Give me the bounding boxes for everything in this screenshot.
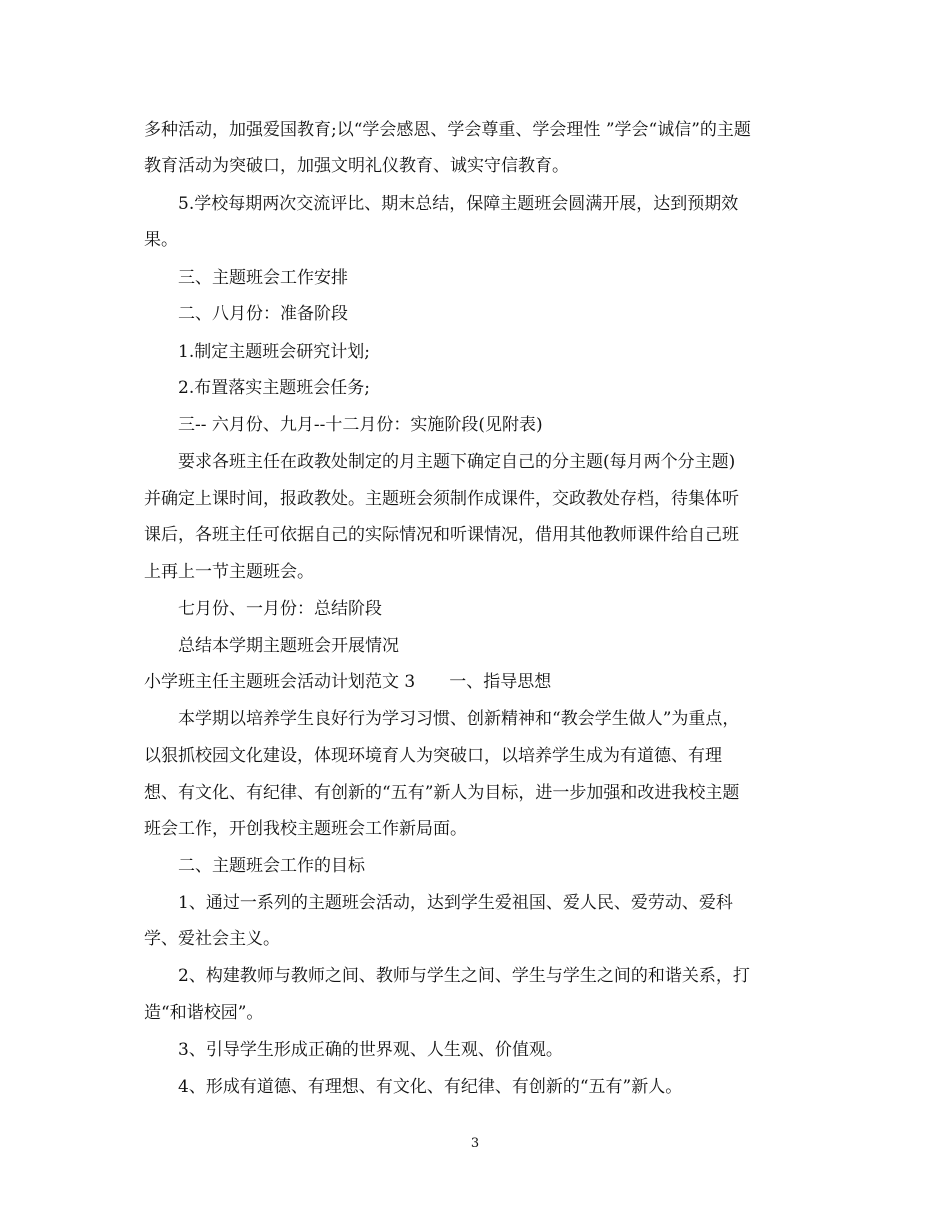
section-heading: 三-- 六月份、九月--十二月份：实施阶段(见附表) (178, 415, 543, 435)
text-line: 造“和谐校园”。 (144, 1003, 264, 1023)
text-line: 2.布置落实主题班会任务; (178, 378, 370, 398)
text-line: 本学期以培养学生良好行为学习习惯、创新精神和“教会学生做人”为重点， (178, 709, 740, 729)
text-line: 果。 (144, 230, 178, 250)
text-line: 上再上一节主题班会。 (144, 562, 314, 582)
text-line: 班会工作，开创我校主题班会工作新局面。 (144, 819, 467, 839)
section-heading: 七月份、一月份：总结阶段 (178, 599, 382, 619)
text-line: 课后，各班主任可依据自己的实际情况和听课情况，借用其他教师课件给自己班 (144, 525, 739, 545)
text-line: 以狠抓校园文化建设，体现环境育人为突破口，以培养学生成为有道德、有理 (144, 746, 722, 766)
text-line: 并确定上课时间，报政教处。主题班会须制作成课件，交政教处存档，待集体听 (144, 489, 739, 509)
text-line: 学、爱社会主义。 (144, 929, 280, 949)
text-line: 教育活动为突破口，加强文明礼仪教育、诚实守信教育。 (144, 156, 569, 176)
text-line: 2、构建教师与教师之间、教师与学生之间、学生与学生之间的和谐关系，打 (178, 966, 750, 986)
section-heading: 三、主题班会工作安排 (178, 268, 348, 288)
text-line: 4、形成有道德、有理想、有文化、有纪律、有创新的“五有”新人。 (178, 1077, 683, 1097)
text-line: 要求各班主任在政教处制定的月主题下确定自己的分主题(每月两个分主题) (178, 452, 736, 472)
page-number: 3 (470, 1136, 480, 1151)
text-line: 1、通过一系列的主题班会活动，达到学生爱祖国、爱人民、爱劳动、爱科 (178, 893, 733, 913)
text-line: 1.制定主题班会研究计划; (178, 342, 370, 362)
text-line: 总结本学期主题班会开展情况 (178, 636, 399, 656)
text-line: 5.学校每期两次交流评比、期末总结，保障主题班会圆满开展，达到预期效 (178, 194, 739, 214)
text-line: 想、有文化、有纪律、有创新的“五有”新人为目标，进一步加强和改进我校主题 (144, 783, 740, 803)
document-title: 小学班主任主题班会活动计划范文 3 一、指导思想 (144, 672, 552, 692)
section-heading: 二、八月份：准备阶段 (178, 304, 348, 324)
text-line: 多种活动，加强爱国教育;以“学会感恩、学会尊重、学会理性 ”学会“诚信”的主题 (144, 120, 751, 140)
text-line: 3、引导学生形成正确的世界观、人生观、价值观。 (178, 1040, 563, 1060)
section-heading: 二、主题班会工作的目标 (178, 856, 365, 876)
